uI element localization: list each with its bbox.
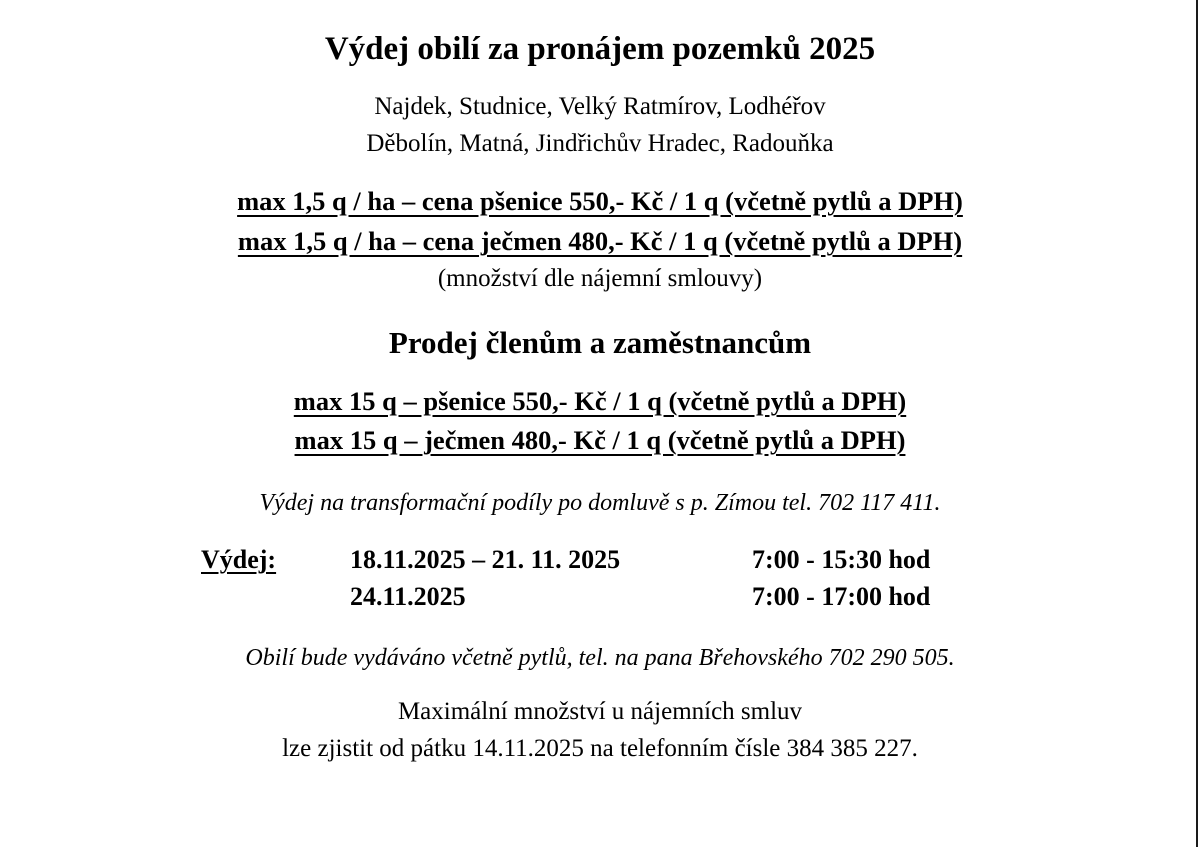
issue-time-2: 7:00 - 17:00 hod	[752, 582, 931, 611]
lease-note: (množství dle nájemní smlouvy)	[437, 265, 763, 292]
member-price-barley: max 15 q – ječmen 480,- Kč / 1 q (včetně pytlů a DPH)	[294, 425, 906, 455]
lease-price-barley: max 1,5 q / ha – cena ječmen 480,- Kč / 1 q (včetně pytlů a DPH)	[237, 226, 963, 256]
document-title: Výdej obilí za pronájem pozemků 2025	[324, 31, 876, 67]
issue-date-1: 18.11.2025 – 21. 11. 2025	[350, 545, 621, 574]
locations-line-1: Najdek, Studnice, Velký Ratmírov, Lodhéřov	[374, 93, 826, 120]
issue-time-1: 7:00 - 15:30 hod	[752, 545, 931, 574]
issue-label: Výdej:	[201, 545, 277, 574]
members-heading: Prodej členům a zaměstnancům	[388, 325, 812, 360]
footer-line-2: lze zjistit od pátku 14.11.2025 na telefonním čísle 384 385 227.	[282, 735, 918, 762]
member-price-wheat: max 15 q – pšenice 550,- Kč / 1 q (včetně pytlů a DPH)	[293, 386, 907, 416]
locations-line-2: Děbolín, Matná, Jindřichův Hradec, Radouňka	[366, 130, 834, 157]
issue-date-2: 24.11.2025	[350, 582, 466, 611]
lease-price-wheat: max 1,5 q / ha – cena pšenice 550,- Kč / 1 q (včetně pytlů a DPH)	[237, 186, 963, 216]
bags-note: Obilí bude vydáváno včetně pytlů, tel. na pana Břehovského 702 290 505.	[245, 645, 955, 671]
transformation-note: Výdej na transformační podíly po domluvě s p. Zímou tel. 702 117 411.	[259, 490, 941, 516]
footer-line-1: Maximální množství u nájemních smluv	[397, 698, 803, 725]
scan-edge-line	[1196, 0, 1198, 847]
